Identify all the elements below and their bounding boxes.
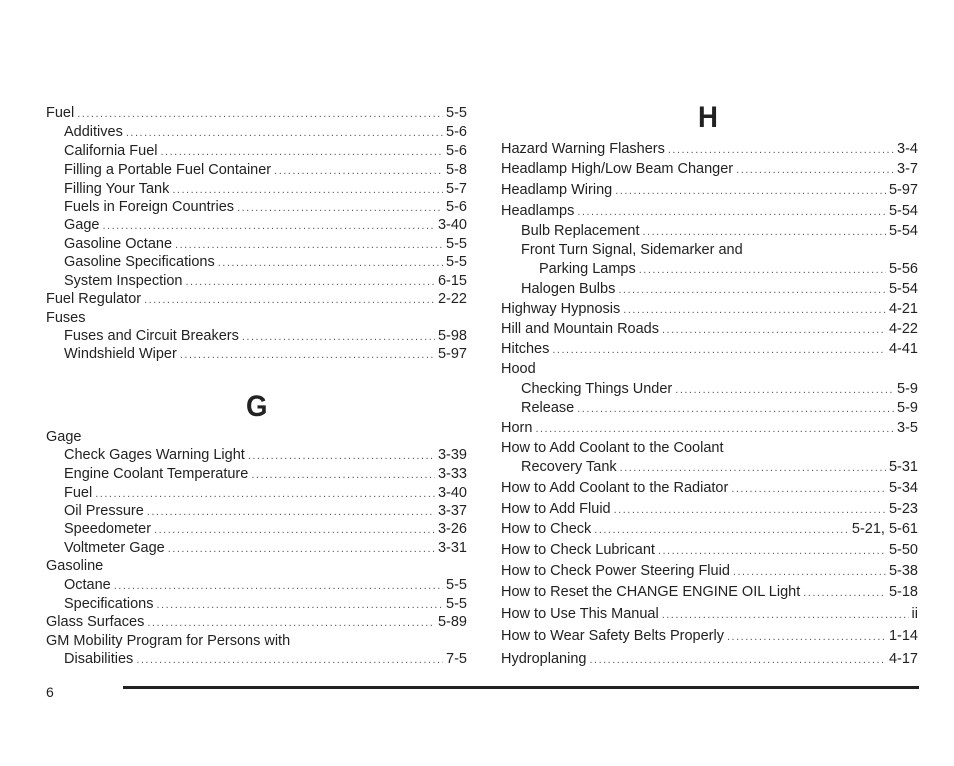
index-entry-gm-mobility bbox=[46, 632, 467, 650]
section-heading-h: H bbox=[698, 101, 718, 134]
index-term: How to Wear Safety Belts Properly bbox=[501, 628, 724, 644]
dot-leader bbox=[589, 651, 886, 669]
index-entry bbox=[501, 650, 918, 669]
index-entry bbox=[501, 583, 918, 602]
index-term: How to Add Fluid bbox=[501, 501, 611, 517]
index-term: Gage bbox=[64, 217, 100, 233]
index-entry-fuel bbox=[46, 104, 467, 123]
index-page: 5-5 bbox=[446, 596, 467, 612]
index-term: Fuels in Foreign Countries bbox=[64, 199, 235, 215]
index-entry-continuation bbox=[46, 650, 467, 669]
index-entry bbox=[501, 300, 918, 319]
dot-leader bbox=[577, 203, 886, 221]
index-page: 5-21, 5-61 bbox=[851, 521, 918, 537]
index-page: 5-5 bbox=[446, 236, 467, 252]
index-page: 5-34 bbox=[888, 480, 918, 496]
index-page: 5-6 bbox=[446, 143, 467, 159]
index-entry-glass-surfaces bbox=[46, 613, 467, 632]
index-term: Fuses and Circuit Breakers bbox=[64, 328, 239, 344]
dot-leader bbox=[675, 381, 894, 399]
index-subentry bbox=[46, 484, 467, 503]
index-term: Fuel bbox=[46, 105, 75, 121]
index-entry bbox=[501, 520, 918, 539]
dot-leader bbox=[95, 485, 435, 503]
index-term: Horn bbox=[501, 420, 533, 436]
index-page: 5-98 bbox=[437, 328, 467, 344]
dot-leader bbox=[154, 521, 435, 539]
index-subentry bbox=[46, 576, 467, 595]
index-entry-continuation bbox=[501, 260, 918, 279]
index-page: 5-5 bbox=[446, 254, 467, 270]
index-page: 3-40 bbox=[437, 217, 467, 233]
index-subentry bbox=[46, 446, 467, 465]
index-subentry bbox=[501, 380, 918, 399]
index-term: Voltmeter Gage bbox=[64, 540, 165, 556]
dot-leader bbox=[274, 162, 443, 180]
index-term: Hydroplaning bbox=[501, 651, 587, 667]
dot-leader bbox=[736, 161, 894, 179]
index-right-column bbox=[501, 0, 918, 766]
index-page: 5-97 bbox=[437, 346, 467, 362]
dot-leader bbox=[643, 223, 886, 241]
dot-leader bbox=[102, 217, 434, 235]
index-page: 3-39 bbox=[437, 447, 467, 463]
index-entry bbox=[501, 500, 918, 519]
index-term: Halogen Bulbs bbox=[521, 281, 616, 297]
dot-leader bbox=[144, 291, 435, 309]
index-entry bbox=[501, 479, 918, 498]
index-subentry bbox=[46, 235, 467, 254]
dot-leader bbox=[147, 503, 435, 521]
index-page: 5-97 bbox=[888, 182, 918, 198]
dot-leader bbox=[237, 199, 443, 217]
index-term: Hood bbox=[501, 361, 536, 377]
index-subentry bbox=[46, 123, 467, 142]
index-entry bbox=[501, 562, 918, 581]
index-term: Headlamps bbox=[501, 203, 575, 219]
index-term: Gage bbox=[46, 429, 82, 445]
index-term: Release bbox=[521, 400, 575, 416]
index-page: 3-37 bbox=[437, 503, 467, 519]
index-subentry bbox=[46, 502, 467, 521]
dot-leader bbox=[77, 105, 443, 123]
index-page: 3-4 bbox=[897, 141, 918, 157]
dot-leader bbox=[620, 459, 886, 477]
index-entry-fuel-regulator bbox=[46, 290, 467, 309]
index-entry bbox=[501, 160, 918, 179]
index-page: ii bbox=[911, 606, 918, 622]
index-subentry bbox=[46, 327, 467, 346]
index-subentry bbox=[46, 465, 467, 484]
index-entry bbox=[501, 140, 918, 159]
index-page: 7-5 bbox=[446, 651, 467, 667]
dot-leader bbox=[639, 261, 886, 279]
index-term: Fuel bbox=[64, 485, 93, 501]
index-term: Bulb Replacement bbox=[521, 223, 640, 239]
index-term: Additives bbox=[64, 124, 123, 140]
dot-leader bbox=[594, 521, 849, 539]
index-term: How to Reset the CHANGE ENGINE OIL Light bbox=[501, 584, 801, 600]
index-page: 6-15 bbox=[437, 273, 467, 289]
dot-leader bbox=[727, 628, 886, 646]
index-term: Disabilities bbox=[64, 651, 134, 667]
index-entry-gage bbox=[46, 428, 467, 446]
index-term: Speedometer bbox=[64, 521, 152, 537]
index-term: Filling a Portable Fuel Container bbox=[64, 162, 272, 178]
index-page: 5-54 bbox=[888, 281, 918, 297]
index-term: Fuel Regulator bbox=[46, 291, 142, 307]
index-subentry bbox=[501, 222, 918, 241]
dot-leader bbox=[161, 143, 444, 161]
index-page: 5-9 bbox=[897, 381, 918, 397]
page-number: 6 bbox=[46, 684, 54, 700]
index-term: Front Turn Signal, Sidemarker and bbox=[521, 242, 743, 258]
dot-leader bbox=[180, 346, 435, 364]
index-entry bbox=[501, 320, 918, 339]
dot-leader bbox=[552, 341, 886, 359]
index-page: 3-33 bbox=[437, 466, 467, 482]
index-entry bbox=[501, 181, 918, 200]
index-subentry bbox=[46, 539, 467, 558]
index-term: How to Check bbox=[501, 521, 592, 537]
index-term: California Fuel bbox=[64, 143, 158, 159]
index-subentry bbox=[46, 595, 467, 614]
index-page: 5-9 bbox=[897, 400, 918, 416]
index-term: Gasoline Specifications bbox=[64, 254, 215, 270]
dot-leader bbox=[662, 321, 886, 339]
index-entry-continuation bbox=[501, 458, 918, 477]
index-entry-fuses bbox=[46, 309, 467, 327]
index-term: Glass Surfaces bbox=[46, 614, 145, 630]
index-term: Octane bbox=[64, 577, 111, 593]
index-term: Gasoline Octane bbox=[64, 236, 173, 252]
index-subentry bbox=[46, 198, 467, 217]
index-page: 5-50 bbox=[888, 542, 918, 558]
index-page: 2-22 bbox=[437, 291, 467, 307]
index-subentry bbox=[46, 345, 467, 364]
index-entry bbox=[501, 340, 918, 359]
index-subentry bbox=[46, 142, 467, 161]
index-page: 5-6 bbox=[446, 124, 467, 140]
index-term: Engine Coolant Temperature bbox=[64, 466, 249, 482]
index-page: 3-26 bbox=[437, 521, 467, 537]
index-entry bbox=[501, 627, 918, 646]
index-page: 4-17 bbox=[888, 651, 918, 667]
dot-leader bbox=[156, 596, 443, 614]
index-term: How to Check Power Steering Fluid bbox=[501, 563, 730, 579]
index-page: 3-7 bbox=[897, 161, 918, 177]
dot-leader bbox=[577, 400, 894, 418]
dot-leader bbox=[535, 420, 894, 438]
index-page: 4-21 bbox=[888, 301, 918, 317]
index-term: Filling Your Tank bbox=[64, 181, 170, 197]
index-term: How to Add Coolant to the Radiator bbox=[501, 480, 729, 496]
dot-leader bbox=[658, 542, 886, 560]
index-term: Check Gages Warning Light bbox=[64, 447, 245, 463]
index-term: Checking Things Under bbox=[521, 381, 673, 397]
dot-leader bbox=[126, 124, 443, 142]
index-page: 5-5 bbox=[446, 577, 467, 593]
index-entry-gasoline bbox=[46, 557, 467, 575]
index-term: Highway Hypnosis bbox=[501, 301, 621, 317]
index-term: Windshield Wiper bbox=[64, 346, 177, 362]
index-entry bbox=[501, 605, 918, 624]
dot-leader bbox=[175, 236, 443, 254]
dot-leader bbox=[136, 651, 443, 669]
index-page: 4-22 bbox=[888, 321, 918, 337]
index-page: 5-54 bbox=[888, 203, 918, 219]
index-term: Hill and Mountain Roads bbox=[501, 321, 659, 337]
dot-leader bbox=[147, 614, 435, 632]
index-page: 5-18 bbox=[888, 584, 918, 600]
index-term: Parking Lamps bbox=[539, 261, 636, 277]
index-page: 3-31 bbox=[437, 540, 467, 556]
index-page: 5-38 bbox=[888, 563, 918, 579]
footer-rule bbox=[123, 686, 919, 689]
index-page: 5-89 bbox=[437, 614, 467, 630]
index-entry bbox=[501, 202, 918, 221]
index-subentry bbox=[501, 399, 918, 418]
index-left-column bbox=[46, 0, 467, 766]
index-subentry bbox=[46, 520, 467, 539]
index-entry-hood bbox=[501, 360, 918, 378]
index-page: 5-56 bbox=[888, 261, 918, 277]
dot-leader bbox=[185, 273, 434, 291]
index-page: 5-31 bbox=[888, 459, 918, 475]
dot-leader bbox=[803, 584, 886, 602]
index-subentry bbox=[46, 272, 467, 291]
index-term: Specifications bbox=[64, 596, 154, 612]
dot-leader bbox=[114, 577, 443, 595]
index-term: Headlamp High/Low Beam Changer bbox=[501, 161, 734, 177]
dot-leader bbox=[168, 540, 435, 558]
index-term: Oil Pressure bbox=[64, 503, 144, 519]
index-entry-coolant bbox=[501, 439, 918, 457]
index-term: How to Check Lubricant bbox=[501, 542, 655, 558]
index-subentry bbox=[501, 241, 918, 259]
index-page: 5-23 bbox=[888, 501, 918, 517]
index-term: Hazard Warning Flashers bbox=[501, 141, 665, 157]
index-entry-horn bbox=[501, 419, 918, 438]
dot-leader bbox=[731, 480, 886, 498]
dot-leader bbox=[251, 466, 435, 484]
dot-leader bbox=[733, 563, 886, 581]
index-subentry bbox=[46, 180, 467, 199]
index-term: GM Mobility Program for Persons with bbox=[46, 633, 291, 649]
dot-leader bbox=[242, 328, 435, 346]
index-term: How to Add Coolant to the Coolant bbox=[501, 440, 724, 456]
index-term: Headlamp Wiring bbox=[501, 182, 613, 198]
index-term: Hitches bbox=[501, 341, 550, 357]
index-term: System Inspection bbox=[64, 273, 183, 289]
index-page: 5-54 bbox=[888, 223, 918, 239]
dot-leader bbox=[218, 254, 443, 272]
dot-leader bbox=[623, 301, 886, 319]
dot-leader bbox=[248, 447, 435, 465]
index-subentry bbox=[46, 253, 467, 272]
dot-leader bbox=[614, 501, 886, 519]
dot-leader bbox=[615, 182, 886, 200]
dot-leader bbox=[618, 281, 886, 299]
index-term: How to Use This Manual bbox=[501, 606, 659, 622]
dot-leader bbox=[662, 606, 909, 624]
index-page: 3-40 bbox=[437, 485, 467, 501]
index-term: Recovery Tank bbox=[521, 459, 617, 475]
index-subentry bbox=[46, 216, 467, 235]
index-page: 5-5 bbox=[446, 105, 467, 121]
index-page: 1-14 bbox=[888, 628, 918, 644]
index-page: 5-8 bbox=[446, 162, 467, 178]
index-page: 4-41 bbox=[888, 341, 918, 357]
index-subentry bbox=[46, 161, 467, 180]
index-page: 3-5 bbox=[897, 420, 918, 436]
index-page: 5-6 bbox=[446, 199, 467, 215]
dot-leader bbox=[172, 181, 443, 199]
index-page: 5-7 bbox=[446, 181, 467, 197]
index-entry bbox=[501, 541, 918, 560]
index-subentry bbox=[501, 280, 918, 299]
dot-leader bbox=[668, 141, 894, 159]
index-term: Fuses bbox=[46, 310, 86, 326]
section-heading-g: G bbox=[246, 390, 268, 423]
index-term: Gasoline bbox=[46, 558, 104, 574]
